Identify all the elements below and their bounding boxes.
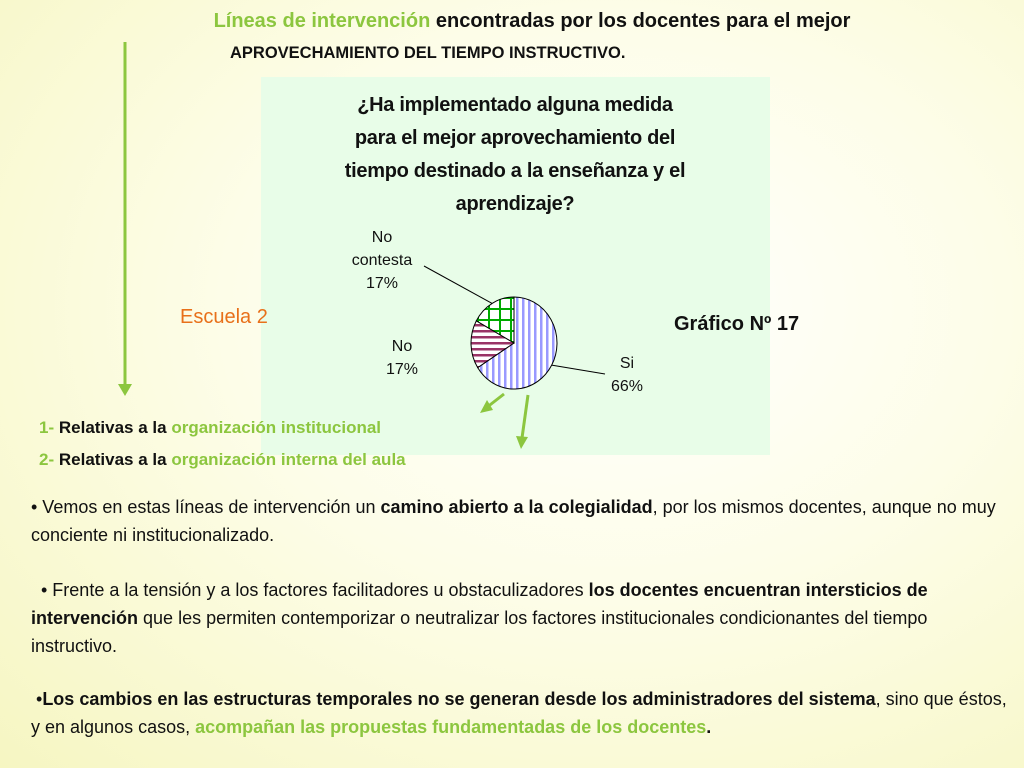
p3-bold: Los cambios en las estructuras temporales no se generan desde los administradores del sistema	[42, 689, 876, 709]
slice-value: 66%	[610, 378, 644, 395]
relation-item-1	[39, 418, 381, 438]
p3-highlight: acompañan las propuestas fundamentadas de los docentes	[195, 717, 707, 737]
title-rest: encontradas por los docentes para el mejor	[435, 10, 851, 32]
relation-item-2	[39, 450, 406, 470]
relation-highlight: organización interna del aula	[171, 450, 406, 469]
p3-text-c: , sino que éstos, y en algunos casos,	[31, 689, 1007, 737]
slice-label-line: Si	[619, 355, 635, 372]
relation-number: 2-	[39, 450, 55, 469]
p1-text-c: , por los mismos docentes, aunque no muy conciente ni institucionalizado.	[31, 497, 996, 545]
down-arrow-head	[118, 384, 132, 396]
p1-text-a: • Vemos en estas líneas de intervención un	[31, 497, 381, 517]
p2-text-a: • Frente a la tensión y a los factores facilitadores u obstaculizadores	[31, 580, 589, 600]
relation-text: Relativas a la	[58, 450, 167, 469]
slice-label-si	[596, 352, 658, 398]
slice-value: 17%	[385, 361, 419, 378]
slice-label-line: contesta	[351, 252, 413, 269]
relation-number: 1-	[39, 418, 55, 437]
p1-bold: camino abierto a la colegialidad	[380, 497, 653, 517]
pie-chart	[471, 297, 557, 389]
leader-line-no-contesta	[424, 266, 492, 303]
arrow-org-inst-head	[480, 400, 493, 413]
slice-label-no-contesta	[337, 226, 427, 295]
p2-text-c: que les permiten contemporizar o neutralizar los factores institucionales condicionantes del tiempo instructivo.	[31, 608, 928, 656]
relation-text: Relativas a la	[58, 418, 167, 437]
p2-bold: los docentes encuentran intersticios de intervención	[31, 580, 928, 628]
school-label: Escuela 2	[180, 306, 268, 328]
arrow-org-aula-head	[516, 436, 528, 449]
paragraph-1	[31, 493, 1011, 549]
slice-label-line: No	[371, 229, 393, 246]
slice-label-no	[371, 335, 433, 381]
p3-text-a: •	[31, 689, 43, 709]
chart-title-line: aprendizaje?	[455, 193, 575, 215]
chart-title-line: ¿Ha implementado alguna medida	[357, 94, 673, 116]
slide-subtitle: APROVECHAMIENTO DEL TIEMPO INSTRUCTIVO.	[230, 44, 626, 62]
chart-title-line: tiempo destinado a la enseñanza y el	[344, 160, 686, 182]
figure-label: Gráfico Nº 17	[674, 313, 800, 335]
relation-highlight: organización institucional	[171, 418, 382, 437]
title-highlight: Líneas de intervención	[213, 10, 431, 32]
p3-period: .	[706, 717, 712, 737]
arrow-org-aula-line	[522, 395, 528, 438]
paragraph-3	[31, 685, 1011, 741]
slice-value: 17%	[365, 275, 399, 292]
slice-label-line: No	[391, 338, 413, 355]
chart-title-line: para el mejor aprovechamiento del	[354, 127, 676, 149]
paragraph-2	[31, 576, 1011, 660]
